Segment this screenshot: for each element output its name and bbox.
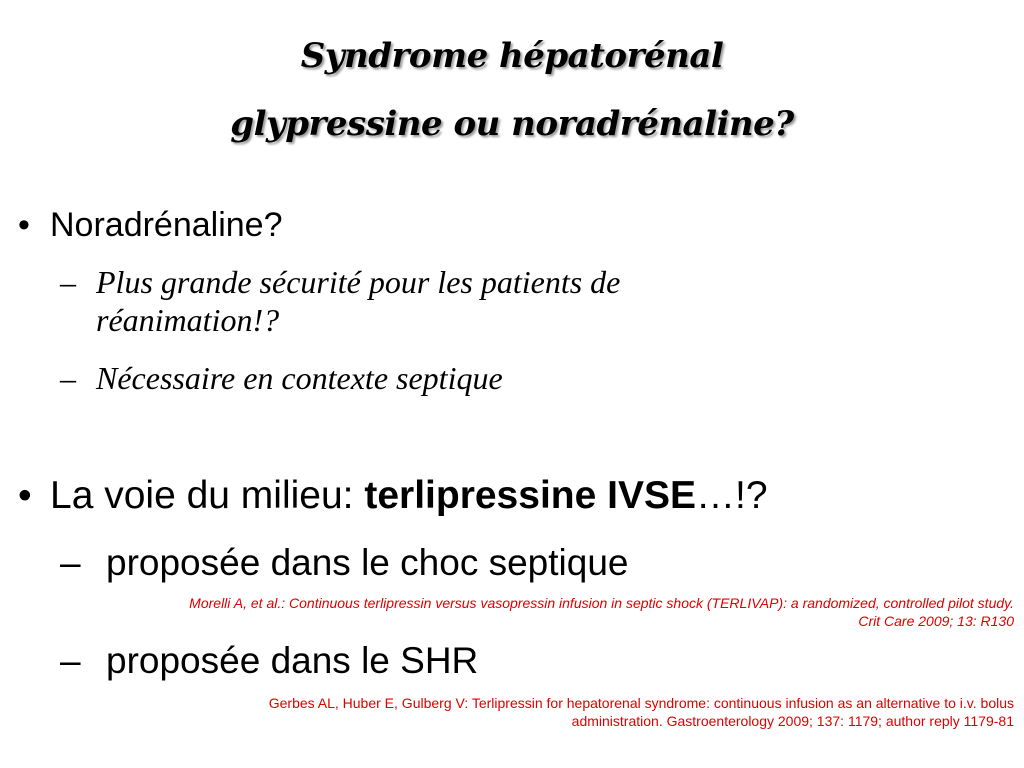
subitem-marker: –: [60, 264, 76, 300]
bullet-text: Noradrénaline?: [50, 206, 283, 244]
bullet-marker: •: [18, 474, 32, 517]
bullet-voie-du-milieu: [18, 474, 768, 518]
subitem-text: proposée dans le choc septique: [106, 542, 629, 583]
bullet-noradrenaline: [18, 206, 283, 245]
subitem-text-line-2: réanimation!?: [96, 302, 280, 338]
reference-morelli: [4, 594, 1014, 630]
subitem-securite-continued: [96, 302, 279, 339]
subitem-text: Nécessaire en contexte septique: [96, 360, 503, 396]
subitem-contexte-septique: [60, 360, 503, 397]
slide-title-line-1: Syndrome hépatorénal: [300, 36, 724, 76]
reference-line-1: Gerbes AL, Huber E, Gulberg V: Terlipressin for hepatorenal syndrome: continuous infusion as an alternative to i.v. bolus: [268, 695, 1014, 711]
subitem-choc-septique: [60, 542, 628, 584]
bullet-text-suffix: …!?: [696, 474, 768, 517]
subitem-shr: [60, 640, 478, 682]
reference-line-2: Crit Care 2009; 13: R130: [858, 613, 1014, 629]
subitem-securite: [60, 264, 620, 301]
subitem-text-line-1: Plus grande sécurité pour les patients de: [96, 264, 621, 300]
subitem-text: proposée dans le SHR: [106, 640, 479, 681]
slide-title-line-2: glypressine ou noradrénaline?: [230, 104, 794, 144]
bullet-marker: •: [18, 206, 30, 244]
bullet-text-prefix: La voie du milieu:: [50, 474, 365, 517]
bullet-text-bold: terlipressine IVSE: [364, 474, 696, 517]
subitem-marker: –: [60, 542, 81, 583]
reference-gerbes: [94, 694, 1014, 730]
reference-line-2: administration. Gastroenterology 2009; 137: 1179; author reply 1179-81: [571, 713, 1014, 729]
reference-line-1: Morelli A, et al.: Continuous terlipressin versus vasopressin infusion in septic shock (TERLIVAP): a randomized, controlled pilot study.: [189, 595, 1014, 611]
subitem-marker: –: [60, 360, 76, 396]
subitem-marker: –: [60, 640, 81, 681]
